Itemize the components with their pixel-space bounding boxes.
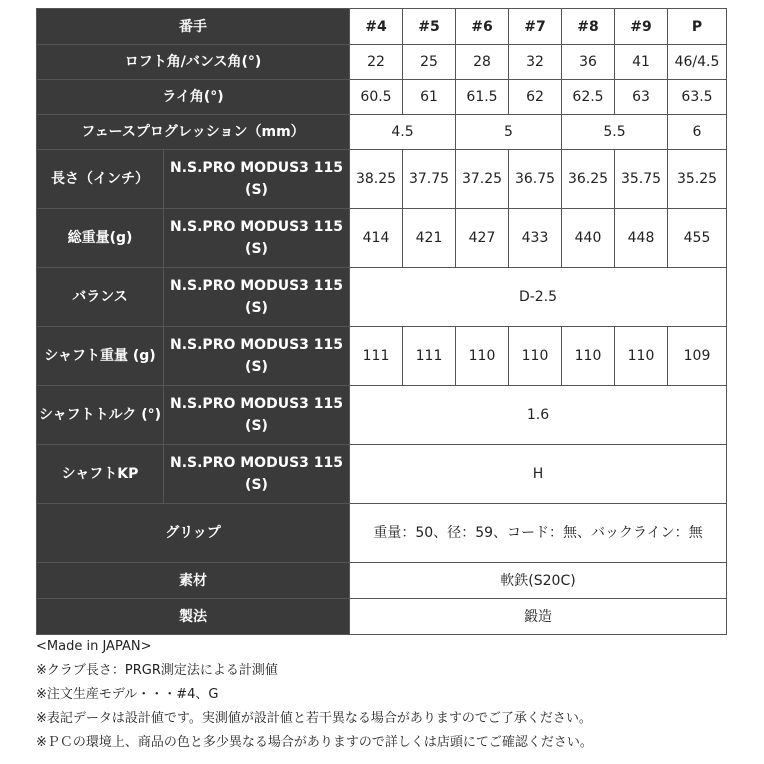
- cell-value: 鍛造: [350, 599, 727, 635]
- club-number: #7: [509, 9, 562, 45]
- cell-value: 25: [403, 45, 456, 80]
- cell-value: 6: [668, 115, 727, 150]
- cell-value: 41: [615, 45, 668, 80]
- cell-value: 62: [509, 80, 562, 115]
- cell-value: 重量：50、径：59、コード：無、バックライン：無: [350, 504, 727, 563]
- cell-value: 38.25: [350, 150, 403, 209]
- club-number: #8: [562, 9, 615, 45]
- cell-value: 455: [668, 209, 727, 268]
- cell-value: 36.25: [562, 150, 615, 209]
- row-label-total-weight: 総重量(g): [37, 209, 164, 268]
- note-made-in: <Made in JAPAN>: [36, 639, 152, 654]
- cell-value: 110: [615, 327, 668, 386]
- table-row: [37, 327, 727, 386]
- table-row: [37, 599, 727, 635]
- table-row: [37, 45, 727, 80]
- cell-value: 433: [509, 209, 562, 268]
- table-row: [37, 115, 727, 150]
- table-row: [37, 445, 727, 504]
- club-number: #9: [615, 9, 668, 45]
- note-length-method: ※クラブ長さ：PRGR測定法による計測値: [36, 663, 278, 678]
- row-label-grip: グリップ: [37, 504, 350, 563]
- cell-value: 110: [509, 327, 562, 386]
- row-label-lie: ライ角(°): [37, 80, 350, 115]
- table-row: [37, 80, 727, 115]
- header-label: 番手: [37, 9, 350, 45]
- cell-value: 111: [350, 327, 403, 386]
- cell-value: 421: [403, 209, 456, 268]
- club-number: #4: [350, 9, 403, 45]
- shaft-name: N.S.PRO MODUS3 115 (S): [164, 445, 350, 504]
- shaft-name: N.S.PRO MODUS3 115 (S): [164, 386, 350, 445]
- cell-value: 軟鉄(S20C): [350, 563, 727, 599]
- cell-value: 63.5: [668, 80, 727, 115]
- cell-value: 109: [668, 327, 727, 386]
- cell-value: 35.25: [668, 150, 727, 209]
- note-color-disclaimer: ※ＰＣの環境上、商品の色と多少異なる場合がありますので詳しくは店頭にてご確認ください。: [36, 735, 593, 750]
- spec-table: [36, 8, 727, 635]
- row-label-shaft-weight: シャフト重量 (g): [37, 327, 164, 386]
- cell-value: 60.5: [350, 80, 403, 115]
- table-row: [37, 268, 727, 327]
- cell-value: 35.75: [615, 150, 668, 209]
- note-design-values: ※表記データは設計値です。実測値が設計値と若干異なる場合がありますのでご了承ください。: [36, 711, 592, 726]
- row-label-face-progression: フェースプログレッション（mm）: [37, 115, 350, 150]
- table-row: [37, 563, 727, 599]
- cell-value: 46/4.5: [668, 45, 727, 80]
- club-number: P: [668, 9, 727, 45]
- cell-value: 32: [509, 45, 562, 80]
- cell-value: 37.75: [403, 150, 456, 209]
- cell-value: 62.5: [562, 80, 615, 115]
- cell-value: 414: [350, 209, 403, 268]
- table-row: [37, 504, 727, 563]
- cell-value: 36: [562, 45, 615, 80]
- cell-value: 61: [403, 80, 456, 115]
- cell-value: 427: [456, 209, 509, 268]
- club-number: #5: [403, 9, 456, 45]
- cell-value: 110: [562, 327, 615, 386]
- cell-value: 5: [456, 115, 562, 150]
- cell-value: 110: [456, 327, 509, 386]
- shaft-name: N.S.PRO MODUS3 115 (S): [164, 150, 350, 209]
- cell-value: 4.5: [350, 115, 456, 150]
- row-label-material: 素材: [37, 563, 350, 599]
- cell-value: 1.6: [350, 386, 727, 445]
- row-label-shaft-kp: シャフトKP: [37, 445, 164, 504]
- cell-value: D-2.5: [350, 268, 727, 327]
- shaft-name: N.S.PRO MODUS3 115 (S): [164, 209, 350, 268]
- cell-value: 440: [562, 209, 615, 268]
- cell-value: 5.5: [562, 115, 668, 150]
- cell-value: 22: [350, 45, 403, 80]
- notes: [36, 635, 736, 755]
- table-row: [37, 386, 727, 445]
- note-made-to-order: ※注文生産モデル・・・#4、G: [36, 687, 219, 702]
- cell-value: 448: [615, 209, 668, 268]
- table-row: [37, 150, 727, 209]
- row-label-loft: ロフト角/バンス角(°): [37, 45, 350, 80]
- row-label-balance: バランス: [37, 268, 164, 327]
- club-number: #6: [456, 9, 509, 45]
- cell-value: 111: [403, 327, 456, 386]
- cell-value: 36.75: [509, 150, 562, 209]
- table-row: [37, 209, 727, 268]
- cell-value: 61.5: [456, 80, 509, 115]
- shaft-name: N.S.PRO MODUS3 115 (S): [164, 268, 350, 327]
- cell-value: H: [350, 445, 727, 504]
- cell-value: 63: [615, 80, 668, 115]
- shaft-name: N.S.PRO MODUS3 115 (S): [164, 327, 350, 386]
- cell-value: 28: [456, 45, 509, 80]
- table-row: [37, 9, 727, 45]
- row-label-length: 長さ（インチ）: [37, 150, 164, 209]
- row-label-method: 製法: [37, 599, 350, 635]
- cell-value: 37.25: [456, 150, 509, 209]
- row-label-shaft-torque: シャフトトルク (°): [37, 386, 164, 445]
